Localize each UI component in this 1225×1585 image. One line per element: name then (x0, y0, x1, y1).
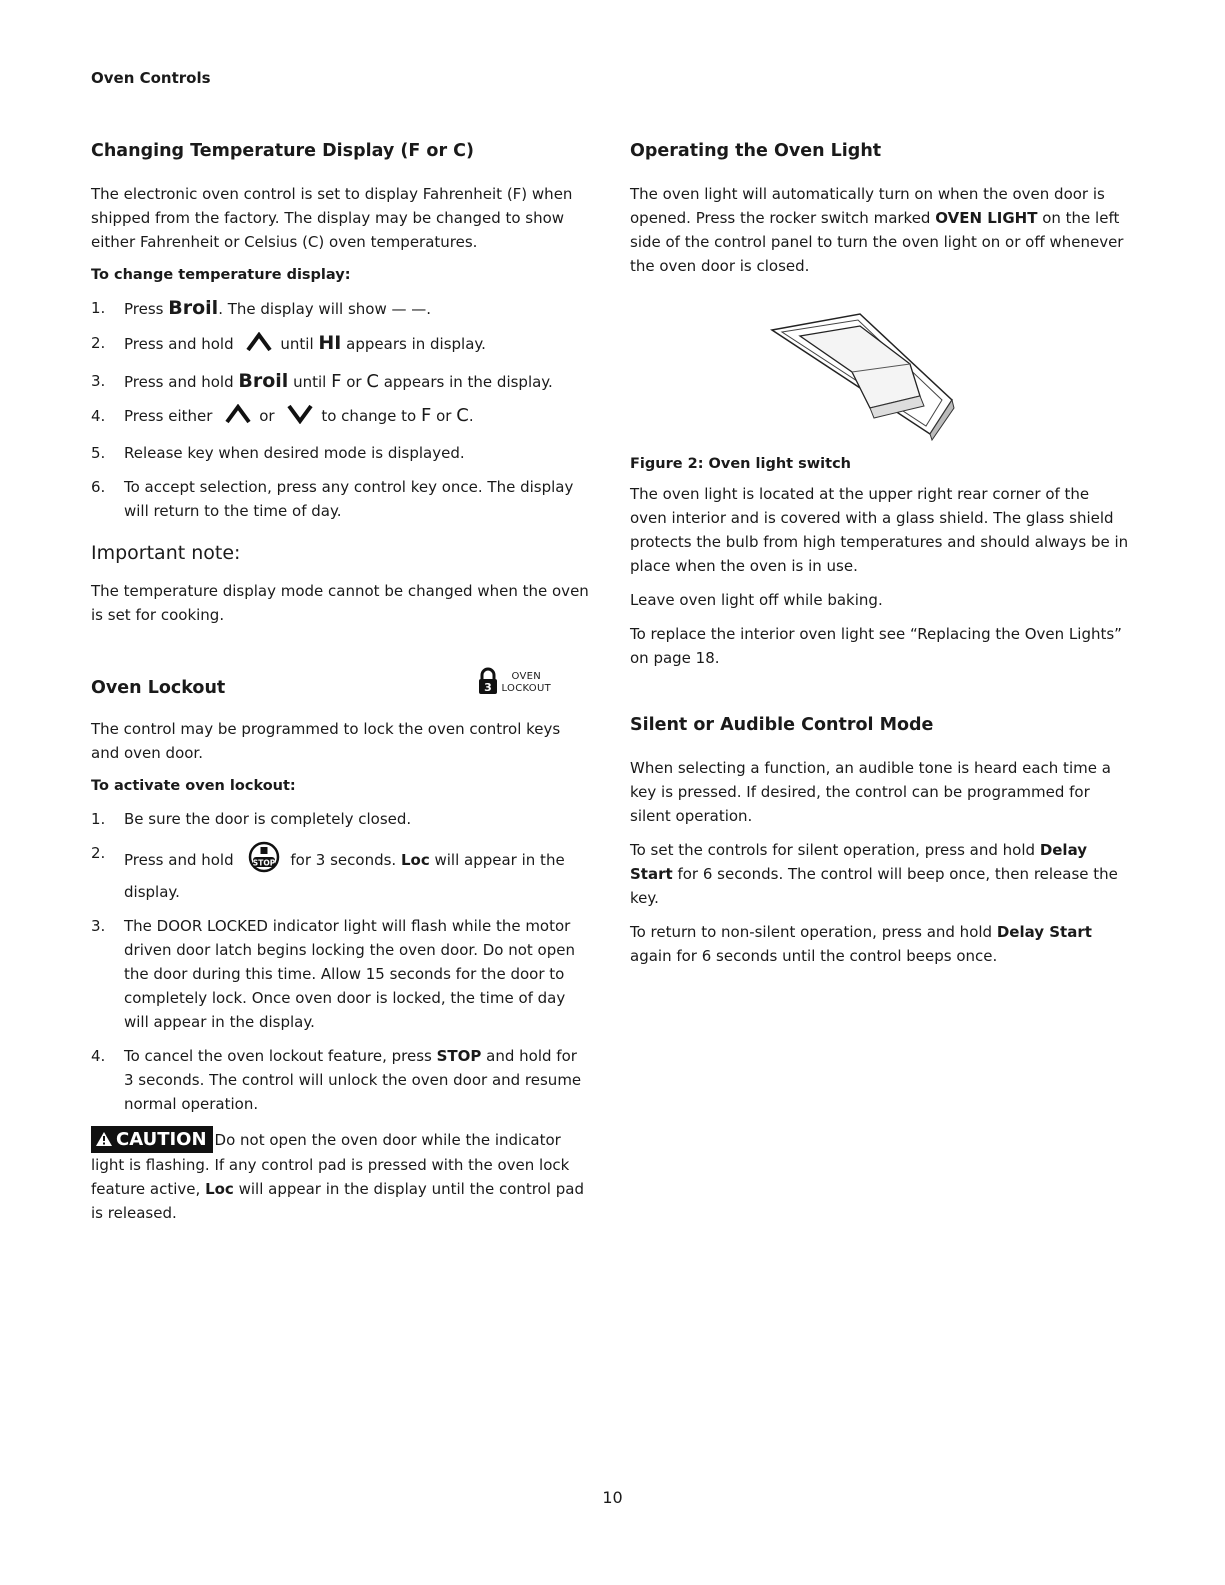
step-text: Press and hold (124, 851, 234, 869)
f-display-text: F (420, 405, 432, 426)
step-text: until (288, 373, 332, 391)
silent-mode-text: To return to non-silent operation, press and hold (630, 923, 997, 941)
step-text: Be sure the door is completely closed. (124, 810, 412, 828)
f-display-text: F (331, 371, 342, 392)
step-text: . (468, 407, 474, 425)
step-text: and hold for 3 seconds. The control will unlock the oven door and resume normal operation. (124, 1047, 582, 1113)
step-text: or (341, 373, 367, 391)
caution-badge (91, 1126, 213, 1153)
rocker-switch-icon (770, 312, 960, 442)
list-item (91, 841, 591, 904)
oven-light-text: on the left side of the control panel to turn the oven light on or off whenever the oven door is closed. (630, 209, 1124, 275)
temp-display-title: Changing Temperature Display (F or C) (91, 141, 475, 161)
silent-mode-text: To set the controls for silent operation, press and hold (630, 841, 1040, 859)
step-text: for 3 seconds. (290, 851, 401, 869)
oven-lockout-line2: LOCKOUT (501, 683, 551, 694)
step-number: 5. (91, 444, 106, 462)
oven-light-p3: Leave oven light off while baking. (630, 591, 883, 609)
list-item (91, 331, 591, 359)
oven-light-title: Operating the Oven Light (630, 141, 882, 161)
loc-display-text: Loc (205, 1180, 234, 1198)
loc-display-text: Loc (400, 851, 430, 869)
step-number: 3. (91, 917, 106, 935)
step-text: will appear in the display. (124, 851, 565, 901)
step-text: To cancel the oven lockout feature, press (124, 1047, 437, 1065)
silent-mode-p1: When selecting a function, an audible tone is heard each time a key is pressed. If desired, the control can be programmed for silent operation. (630, 759, 1111, 825)
oven-light-key-text: OVEN LIGHT (935, 209, 1038, 227)
temp-display-intro: The electronic oven control is set to display Fahrenheit (F) when shipped from the factory. The display may be changed to show either Fahrenheit or Celsius (C) oven temperatures. (91, 185, 573, 251)
temp-display-subhead: To change temperature display: (91, 267, 351, 283)
step-text: Release key when desired mode is displayed. (124, 444, 465, 462)
caution-label: CAUTION (116, 1129, 207, 1150)
delay-start-key-text: Delay Start (996, 923, 1092, 941)
oven-light-intro (630, 182, 1130, 278)
oven-lockout-label (502, 671, 551, 695)
silent-mode-p3 (630, 920, 1130, 968)
silent-mode-text: again for 6 seconds until the control beeps once. (630, 947, 998, 965)
list-item (91, 404, 591, 431)
step-text: appears in the display. (378, 373, 553, 391)
step-number: 2. (91, 334, 106, 352)
list-item (91, 296, 591, 321)
warning-icon (95, 1131, 113, 1147)
step-text: The DOOR LOCKED indicator light will flash while the motor driven door latch begins locking the oven door. Do not open the door during this time. Allow 15 seconds for the door to completely lock. Once oven door is locked, the time of day will appear in the display. (124, 917, 575, 1031)
step-text: to change to (321, 407, 421, 425)
oven-light-p4: To replace the interior oven light see “Replacing the Oven Lights” on page 18. (630, 625, 1122, 667)
step-number: 2. (91, 844, 106, 862)
page-header: Oven Controls (91, 69, 211, 87)
up-arrow-icon (246, 332, 272, 359)
step-number: 4. (91, 407, 106, 425)
silent-mode-p2 (630, 838, 1130, 910)
caution-text: will appear in the display until the control pad is released. (91, 1180, 584, 1222)
page-number: 10 (602, 1488, 623, 1507)
list-item (91, 441, 591, 465)
oven-light-p2: The oven light is located at the upper right rear corner of the oven interior and is covered with a glass shield. The glass shield protects the bulb from high temperatures and should always be in place when the oven is in use. (630, 485, 1129, 575)
list-item (91, 475, 591, 523)
c-display-text: C (456, 405, 469, 426)
step-number: 3. (91, 372, 106, 390)
step-text: appears in display. (346, 335, 486, 353)
lock-icon (478, 667, 498, 699)
lockout-steps (91, 807, 591, 1116)
step-number: 4. (91, 1047, 106, 1065)
c-display-text: C (366, 371, 379, 392)
list-item (91, 369, 591, 394)
up-arrow-icon (225, 404, 251, 431)
silent-mode-text: for 6 seconds. The control will beep once, then release the key. (630, 865, 1118, 907)
important-note-title: Important note: (91, 542, 241, 564)
oven-lockout-title: Oven Lockout (91, 678, 226, 698)
lockout-header (91, 667, 591, 699)
lockout-subhead: To activate oven lockout: (91, 778, 296, 794)
step-text: Press (124, 300, 169, 318)
oven-lockout-badge (478, 667, 551, 699)
caution-notice (91, 1126, 591, 1225)
step-text: To accept selection, press any control key once. The display will return to the time of day. (124, 478, 574, 520)
step-text: or (431, 407, 457, 425)
oven-lockout-line1: OVEN (511, 671, 542, 682)
step-text: Press and hold (124, 373, 239, 391)
stop-key-text: STOP (436, 1047, 482, 1065)
down-arrow-icon (287, 404, 313, 431)
list-item (91, 807, 591, 831)
list-item (91, 1044, 591, 1116)
step-text: Press and hold (124, 335, 234, 353)
step-number: 6. (91, 478, 106, 496)
silent-mode-title: Silent or Audible Control Mode (630, 715, 934, 735)
broil-key: Broil (168, 297, 219, 319)
lockout-key-number: 3 (483, 681, 492, 694)
figure-caption: Figure 2: Oven light switch (630, 456, 851, 472)
step-text: until (280, 335, 314, 353)
oven-light-switch-figure (770, 312, 1130, 446)
hi-display-text: HI (318, 332, 342, 354)
stop-key-icon (246, 841, 282, 880)
lockout-intro: The control may be programmed to lock the oven control keys and oven door. (91, 720, 561, 762)
temp-display-steps (91, 296, 591, 523)
step-text: or (259, 407, 275, 425)
step-number: 1. (91, 299, 106, 317)
caution-text: Do not open the oven door while the indicator light is flashing. If any control pad is pressed with the oven lock feature active, (91, 1131, 570, 1198)
delay-start-key-text: Delay Start (630, 841, 1088, 883)
step-number: 1. (91, 810, 106, 828)
right-column (630, 140, 1130, 978)
left-column (91, 140, 591, 1225)
stop-key-label: STOP (253, 858, 276, 868)
list-item (91, 914, 591, 1034)
step-text: Press either (124, 407, 213, 425)
important-note-text: The temperature display mode cannot be changed when the oven is set for cooking. (91, 582, 589, 624)
oven-light-text: The oven light will automatically turn on when the oven door is opened. Press the rocker switch marked (630, 185, 1105, 227)
broil-key: Broil (238, 370, 289, 392)
step-text: . The display will show — —. (218, 300, 432, 318)
